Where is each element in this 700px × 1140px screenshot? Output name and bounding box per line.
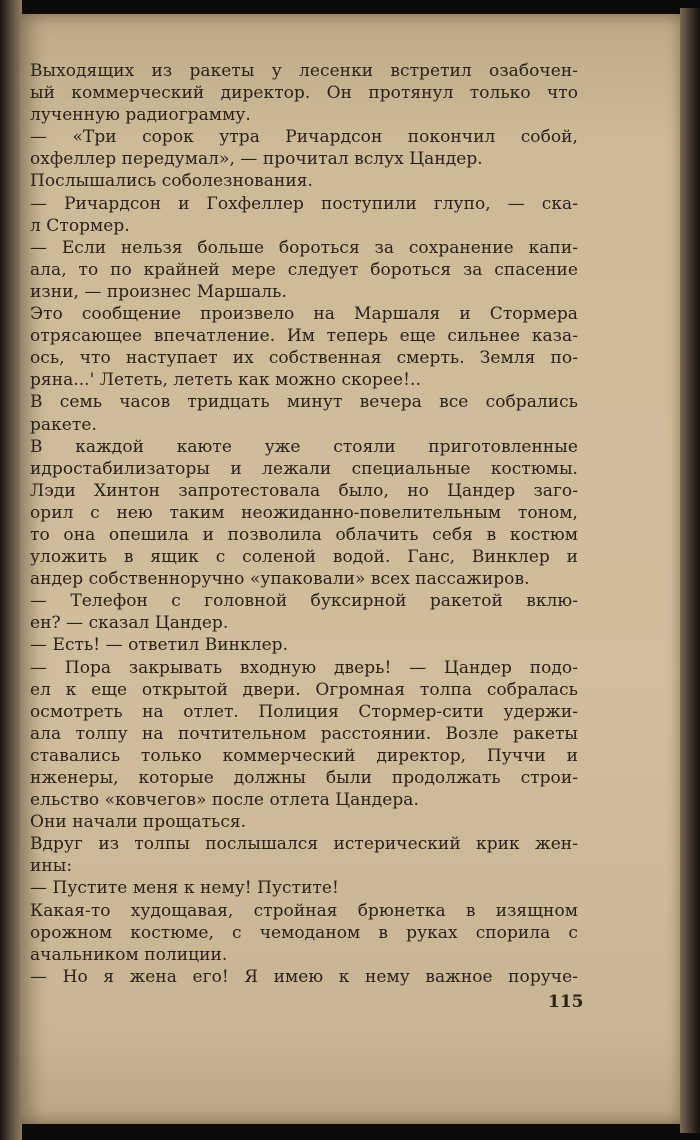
text-line: — Телефон с головной буксирной ракетой вклю- [30, 591, 578, 612]
text-line: охфеллер передумал», — прочитал вслух Цандер. [30, 149, 483, 170]
text-line: Выходящих из ракеты у лесенки встретил озабочен- [30, 61, 578, 81]
text-line: ины: [30, 856, 73, 877]
text-line: идростабилизаторы и лежали специальные костюмы. [30, 458, 578, 479]
text-line: ала, то по крайней мере следует бороться за спасение [30, 259, 578, 280]
text-line: ен? — сказал Цандер. [30, 613, 229, 634]
text-line: В семь часов тридцать минут вечера все собрались [30, 392, 578, 413]
text-line: — Но я жена его! Я имею к нему важное поруче- [30, 966, 578, 987]
text-line: орожном костюме, с чемоданом в руках спорила с [30, 922, 578, 943]
text-line: Вдруг из толпы послышался истерический крик жен- [30, 834, 578, 855]
text-line: ый коммерческий директор. Он протянул только что [30, 83, 578, 104]
body-text [30, 60, 578, 988]
text-line: ел к еще открытой двери. Огромная толпа собралась [30, 679, 578, 700]
text-line: Какая-то худощавая, стройная брюнетка в изящном [30, 900, 578, 921]
text-line: — Пора закрывать входную дверь! — Цандер подо- [30, 657, 578, 678]
text-line: — Ричардсон и Гохфеллер поступили глупо, — ска- [30, 193, 578, 214]
text-line: орил с нею таким неожиданно-повелительным тоном, [30, 502, 578, 523]
text-line: уложить в ящик с соленой водой. Ганс, Винклер и [30, 547, 578, 568]
text-line: ряна...' Лететь, лететь как можно скорее!.. [30, 370, 421, 391]
text-line: нженеры, которые должны были продолжать строи- [30, 768, 578, 788]
text-line: — Есть! — ответил Винклер. [30, 635, 289, 656]
text-line: отрясающее впечатление. Им теперь еще сильнее каза- [30, 326, 578, 347]
text-line: изни, — произнес Маршаль. [30, 281, 287, 302]
text-line: Послышались соболезнования. [30, 171, 313, 192]
text-line: ачальником полиции. [30, 944, 228, 965]
text-line: Это сообщение произвело на Маршаля и Стормера [30, 304, 578, 325]
text-line: — Если нельзя больше бороться за сохранение капи- [30, 237, 578, 258]
text-line: то она опешила и позволила облачить себя в костюм [30, 524, 578, 545]
text-line: Они начали прощаться. [30, 812, 247, 833]
text-line: ставались только коммерческий директор, Пуччи и [30, 745, 578, 766]
text-line: — «Три сорок утра Ричардсон покончил собой, [30, 127, 578, 148]
text-line: ала толпу на почтительном расстоянии. Возле ракеты [30, 723, 578, 744]
text-line: л Стормер. [30, 215, 130, 236]
book-spine-shadow [0, 0, 22, 1140]
text-line: Лэди Хинтон запротестовала было, но Цандер заго- [30, 480, 578, 501]
text-line: — Пустите меня к нему! Пустите! [30, 878, 339, 899]
text-line: андер собственноручно «упаковали» всех пассажиров. [30, 569, 530, 590]
text-line: ось, что наступает их собственная смерть. Земля по- [30, 348, 578, 369]
text-line: В каждой каюте уже стояли приготовленные [30, 436, 578, 457]
text-line: ракете. [30, 414, 97, 435]
text-line: осмотреть на отлет. Полиция Стормер-сити удержи- [30, 701, 578, 722]
page-edge-shadow [680, 8, 700, 1133]
page-number: 115 [548, 992, 584, 1012]
text-line: лученную радиограмму. [30, 105, 251, 126]
text-line: ельство «ковчегов» после отлета Цандера. [30, 790, 419, 811]
